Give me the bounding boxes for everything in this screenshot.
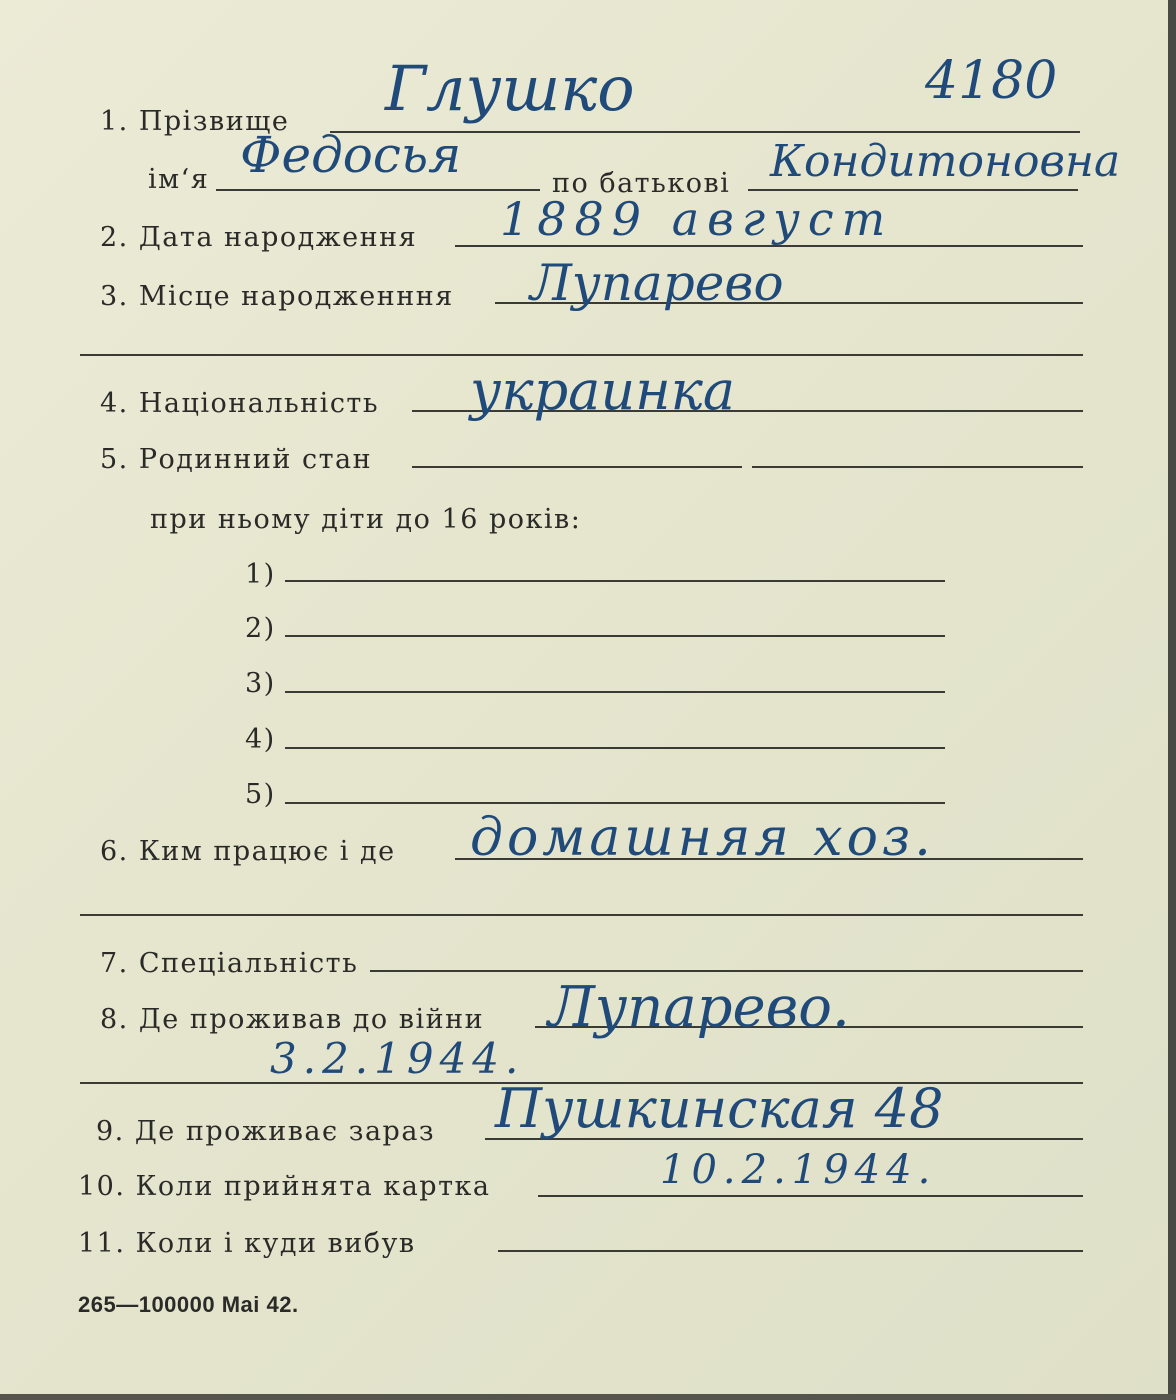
card-edge-bottom xyxy=(0,1394,1176,1400)
family-status-label: 5. Родинний стан xyxy=(100,444,373,475)
nationality-label: 4. Національність xyxy=(100,388,380,419)
first-name-value: Федосья xyxy=(240,126,462,184)
occupation-value: домашняя хоз. xyxy=(470,808,935,868)
child-label-1: 1) xyxy=(245,559,276,590)
family-status-line-a xyxy=(412,466,742,468)
specialty-line xyxy=(370,970,1083,972)
child-label-3: 3) xyxy=(245,668,276,699)
card-edge-right xyxy=(1168,0,1176,1400)
family-status-line-b xyxy=(752,466,1083,468)
blank-line-2 xyxy=(80,914,1083,916)
current-residence-value: Пушкинская 48 xyxy=(495,1077,944,1140)
patronymic-value: Кондитоновна xyxy=(770,136,1121,187)
child-line-5 xyxy=(285,802,945,804)
child-line-3 xyxy=(285,691,945,693)
patronymic-label: по батькові xyxy=(552,168,731,199)
current-residence-label: 9. Де проживає зараз xyxy=(96,1116,436,1147)
prewar-residence-label: 8. Де проживав до війни xyxy=(100,1004,485,1035)
child-label-5: 5) xyxy=(245,779,276,810)
occupation-label: 6. Ким працює і де xyxy=(100,836,396,867)
child-label-4: 4) xyxy=(245,724,276,755)
departure-label: 11. Коли і куди вибув xyxy=(78,1228,416,1259)
card-date-label: 10. Коли прийнята картка xyxy=(78,1171,491,1202)
print-run-footer: 265—100000 Mai 42. xyxy=(78,1292,299,1317)
first-name-line xyxy=(216,189,540,191)
blank-line xyxy=(80,354,1083,356)
birth-date-label: 2. Дата народження xyxy=(100,222,418,253)
specialty-label: 7. Спеціальність xyxy=(100,948,359,979)
child-line-2 xyxy=(285,635,945,637)
child-line-4 xyxy=(285,747,945,749)
patronymic-line xyxy=(748,189,1078,191)
surname-label: 1. Прізвище xyxy=(100,106,290,137)
surname-value: Глушко xyxy=(385,52,635,125)
card-date-value: 10.2.1944. xyxy=(660,1147,937,1193)
child-label-2: 2) xyxy=(245,613,276,644)
card-date-line xyxy=(538,1195,1083,1197)
departure-line xyxy=(498,1250,1083,1252)
nationality-value: украинка xyxy=(470,359,736,422)
birth-place-label: 3. Місце народженння xyxy=(100,281,454,312)
prewar-residence-value: Лупарево. xyxy=(548,975,850,1040)
prewar-date-value: 3.2.1944. xyxy=(270,1034,525,1083)
birth-place-value: Лупарево xyxy=(530,254,784,312)
card-number: 4180 xyxy=(925,51,1058,111)
child-line-1 xyxy=(285,580,945,582)
children-label: при ньому діти до 16 років: xyxy=(150,504,582,535)
first-name-label: ім‘я xyxy=(148,164,210,195)
birth-date-value: 1889 август xyxy=(500,192,894,246)
